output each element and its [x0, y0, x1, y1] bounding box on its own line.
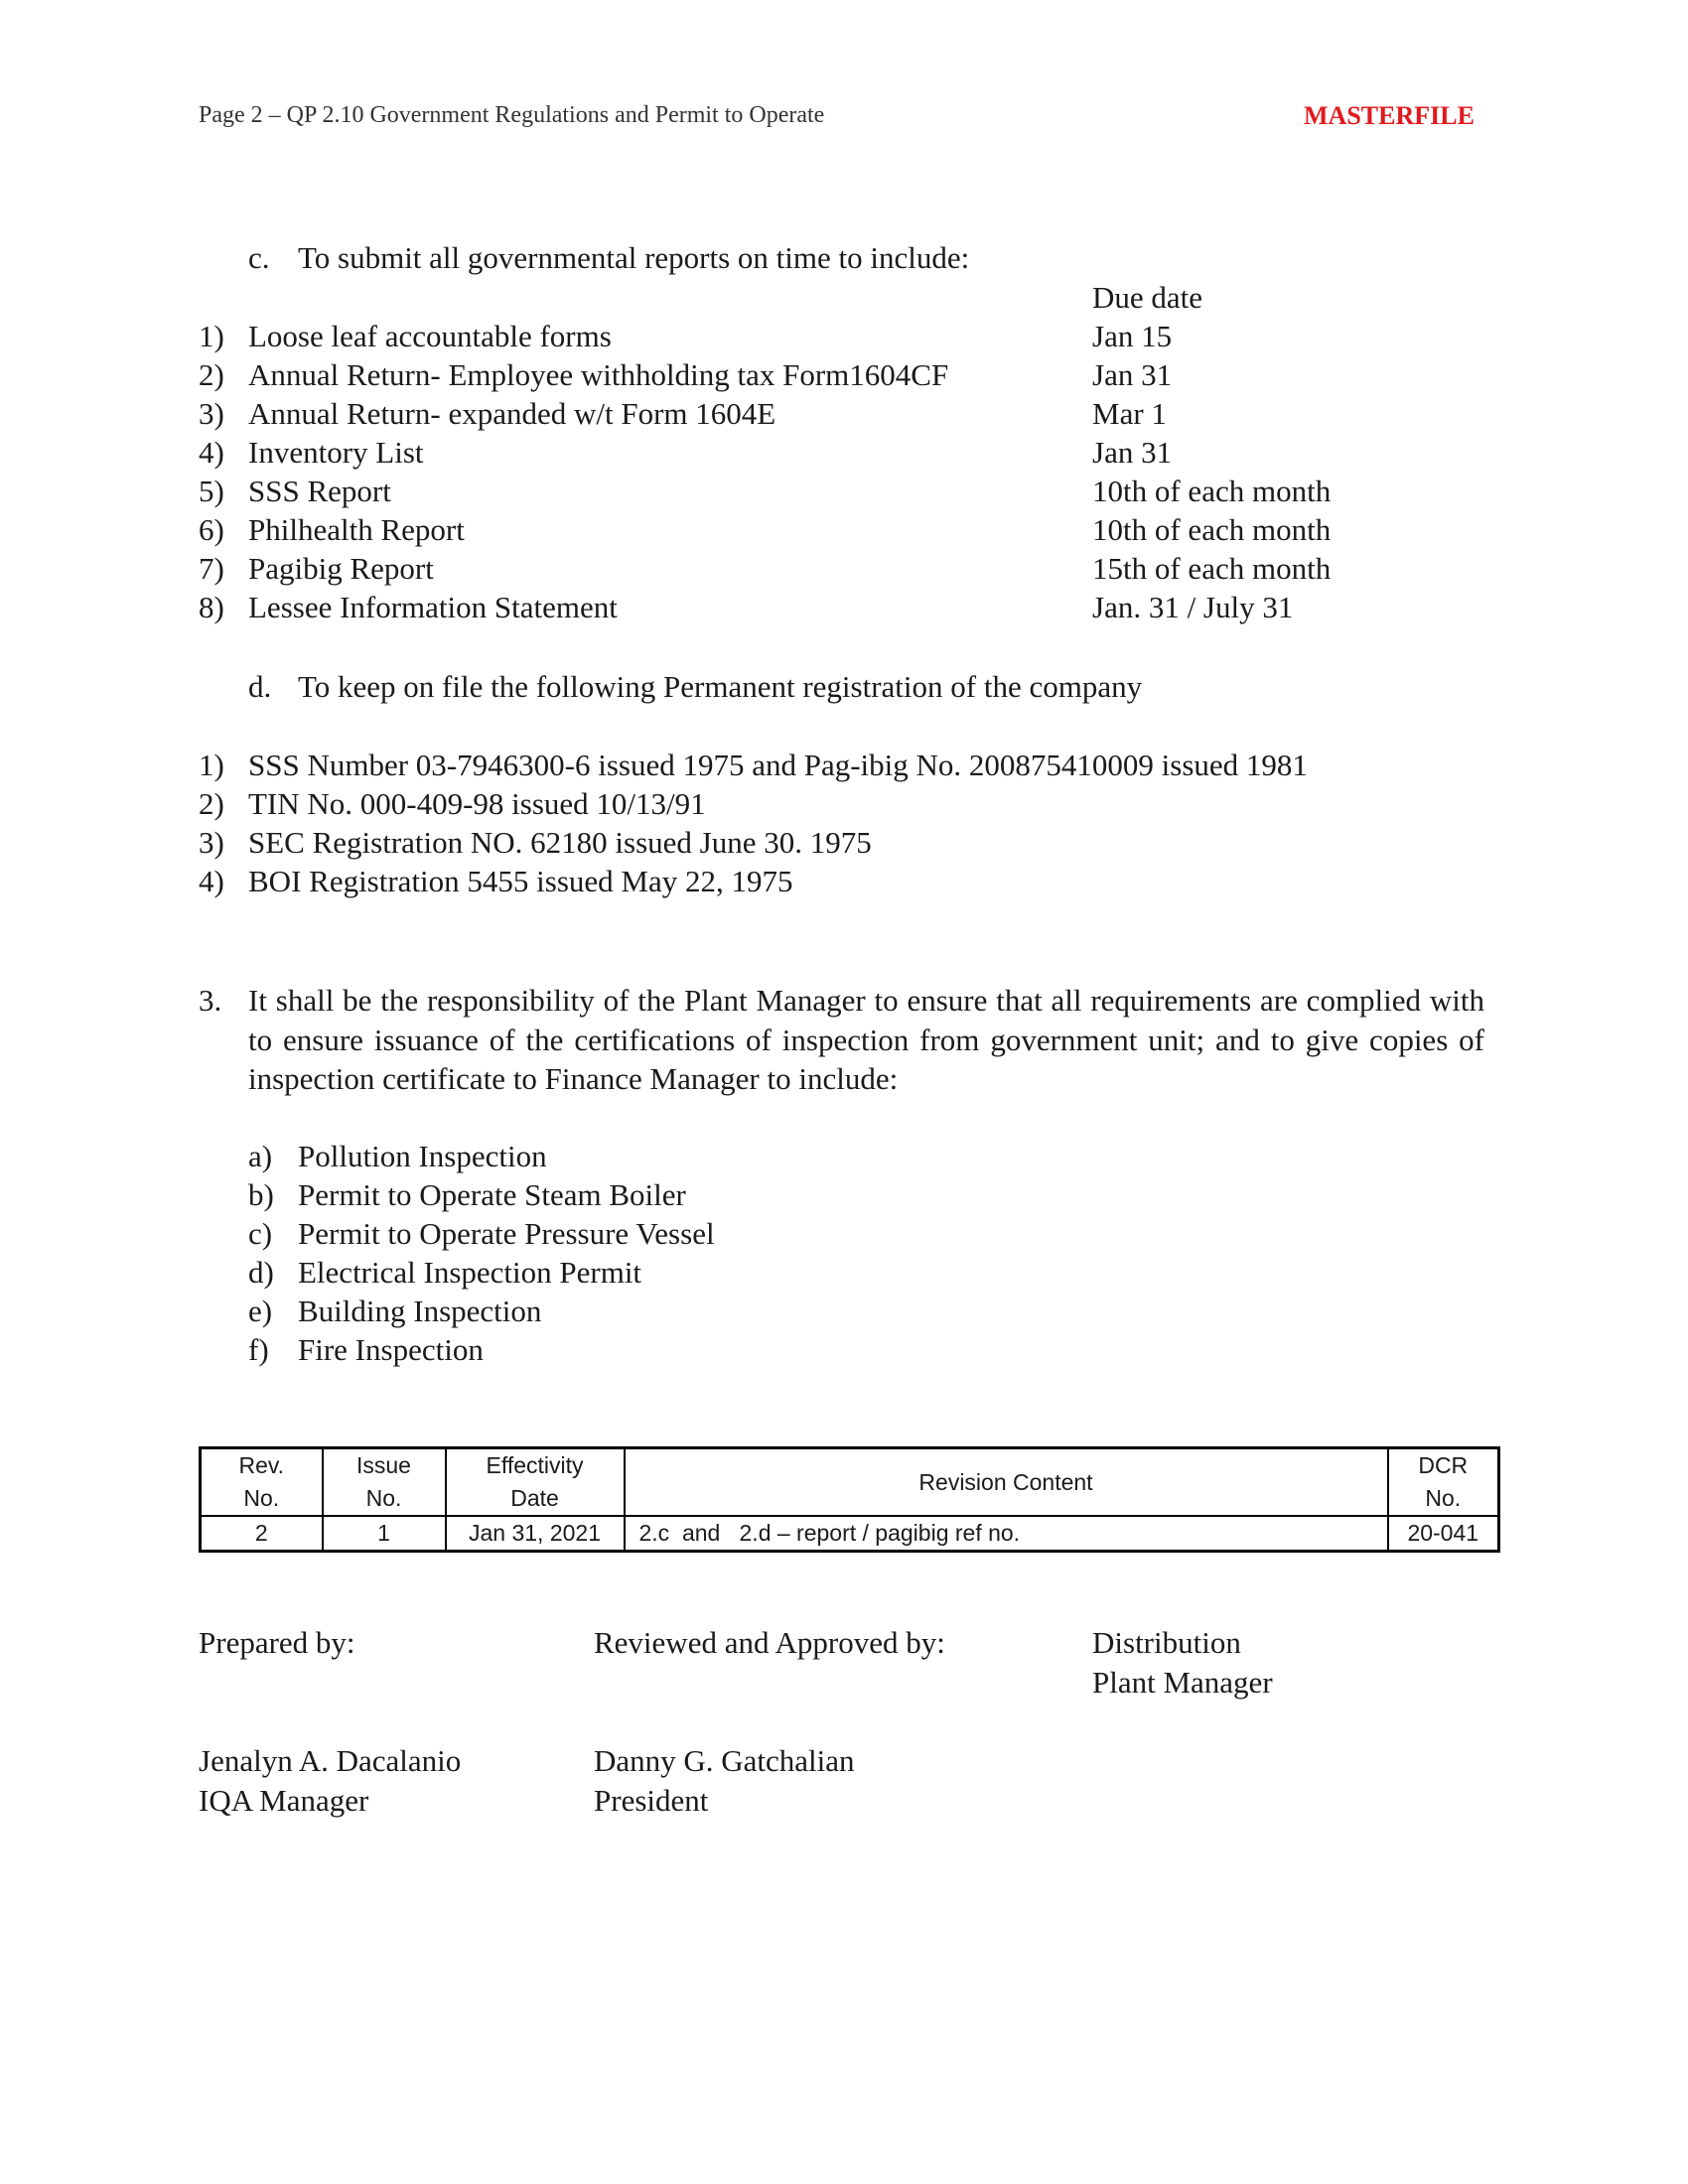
preparer-title: IQA Manager [199, 1783, 369, 1818]
report-number: 8) [199, 590, 224, 624]
report-due-date: Mar 1 [1092, 396, 1167, 431]
report-label: Philhealth Report [248, 512, 465, 547]
distribution-value: Plant Manager [1092, 1665, 1273, 1700]
report-due-date: 10th of each month [1092, 474, 1332, 508]
report-number: 6) [199, 512, 224, 547]
distribution-label: Distribution [1092, 1625, 1241, 1660]
report-row [199, 433, 1390, 472]
report-due-date: Jan 15 [1092, 319, 1173, 353]
section-3-marker: 3. [199, 983, 222, 1018]
section-d-heading [248, 667, 1142, 706]
registration-number: 3) [199, 825, 224, 860]
report-row [199, 355, 1390, 394]
inspection-text: Fire Inspection [298, 1332, 484, 1367]
report-row [199, 549, 1390, 588]
issue-no-header: Issue No. [323, 1448, 446, 1517]
registration-text: SSS Number 03-7946300-6 issued 1975 and Pag-ibig No. 200875410009 issued 1981 [248, 748, 1308, 782]
report-due-date: 10th of each month [1092, 512, 1332, 547]
dcr-no-cell: 20-041 [1388, 1516, 1499, 1552]
revision-table [199, 1446, 1500, 1553]
report-label: Lessee Information Statement [248, 590, 618, 624]
section-c-text: To submit all governmental reports on time to include: [298, 240, 970, 275]
revision-content-cell: 2.c and 2.d – report / pagibig ref no. [625, 1516, 1388, 1552]
inspection-text: Permit to Operate Pressure Vessel [298, 1216, 715, 1251]
registration-item [199, 784, 706, 823]
report-due-date: 15th of each month [1092, 551, 1332, 586]
registration-text: TIN No. 000-409-98 issued 10/13/91 [248, 786, 706, 821]
inspection-text: Pollution Inspection [298, 1139, 547, 1173]
inspection-letter: b) [248, 1177, 274, 1212]
revision-content-header: Revision Content [625, 1448, 1388, 1517]
prepared-by-label: Prepared by: [199, 1625, 355, 1660]
inspection-item [248, 1214, 715, 1253]
registration-number: 2) [199, 786, 224, 821]
report-number: 3) [199, 396, 224, 431]
registration-text: BOI Registration 5455 issued May 22, 1975 [248, 864, 793, 898]
inspection-letter: a) [248, 1139, 273, 1173]
report-label: SSS Report [248, 474, 391, 508]
inspection-item [248, 1253, 641, 1292]
masterfile-label: MASTERFILE [1304, 101, 1475, 130]
effectivity-date-header: Effectivity Date [446, 1448, 625, 1517]
revision-table-header [201, 1448, 1499, 1517]
report-number: 4) [199, 435, 224, 470]
registration-item [199, 823, 872, 862]
report-due-date: Jan. 31 / July 31 [1092, 590, 1294, 624]
reviewed-approved-label: Reviewed and Approved by: [594, 1625, 945, 1660]
section-d-marker: d. [248, 669, 272, 704]
report-label: Annual Return- expanded w/t Form 1604E [248, 396, 776, 431]
report-row [199, 472, 1390, 510]
report-number: 1) [199, 319, 224, 353]
registration-number: 1) [199, 748, 224, 782]
due-date-header: Due date [1092, 280, 1203, 315]
section-3-text: It shall be the responsibility of the Plant Manager to ensure that all requirements are complied with to ensure issuance of the certifications of inspection from government unit; and to give copies of inspection certificate to Finance Manager to include: [248, 983, 1484, 1096]
inspection-letter: c) [248, 1216, 273, 1251]
inspection-text: Permit to Operate Steam Boiler [298, 1177, 686, 1212]
registration-item [199, 862, 793, 900]
effectivity-date-cell: Jan 31, 2021 [446, 1516, 625, 1552]
inspection-letter: e) [248, 1294, 273, 1328]
rev-no-header: Rev. No. [201, 1448, 323, 1517]
registration-item [199, 746, 1308, 784]
inspection-text: Building Inspection [298, 1294, 542, 1328]
inspection-item [248, 1175, 686, 1214]
report-label: Annual Return- Employee withholding tax Form1604CF [248, 357, 949, 392]
report-row [199, 394, 1390, 433]
table-row [201, 1516, 1499, 1552]
inspection-item [248, 1330, 484, 1369]
rev-no-cell: 2 [201, 1516, 323, 1552]
report-number: 5) [199, 474, 224, 508]
report-row [199, 317, 1390, 355]
report-number: 7) [199, 551, 224, 586]
dcr-no-header: DCR No. [1388, 1448, 1499, 1517]
issue-no-cell: 1 [323, 1516, 446, 1552]
report-due-date: Jan 31 [1092, 435, 1173, 470]
preparer-name: Jenalyn A. Dacalanio [199, 1743, 462, 1778]
section-3-paragraph [199, 981, 1484, 1099]
inspection-item [248, 1292, 541, 1330]
inspection-letter: f) [248, 1332, 269, 1367]
registration-text: SEC Registration NO. 62180 issued June 30. 1975 [248, 825, 872, 860]
report-row [199, 510, 1390, 549]
report-label: Loose leaf accountable forms [248, 319, 612, 353]
page-header-title: Page 2 – QP 2.10 Government Regulations and Permit to Operate [199, 102, 825, 128]
approver-title: President [594, 1783, 709, 1818]
section-d-text: To keep on file the following Permanent registration of the company [298, 669, 1143, 704]
inspection-text: Electrical Inspection Permit [298, 1255, 642, 1290]
registration-number: 4) [199, 864, 224, 898]
approver-name: Danny G. Gatchalian [594, 1743, 855, 1778]
report-row [199, 588, 1390, 626]
inspection-letter: d) [248, 1255, 274, 1290]
section-c-heading [248, 238, 969, 277]
report-label: Inventory List [248, 435, 424, 470]
report-number: 2) [199, 357, 224, 392]
report-label: Pagibig Report [248, 551, 434, 586]
report-due-date: Jan 31 [1092, 357, 1173, 392]
section-c-marker: c. [248, 240, 270, 275]
inspection-item [248, 1137, 547, 1175]
